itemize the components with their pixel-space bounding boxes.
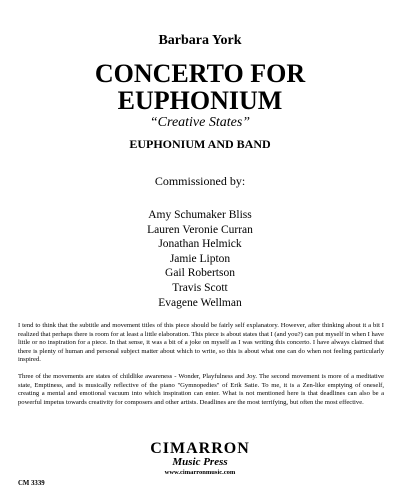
commissioned-heading: Commissioned by: <box>154 174 246 188</box>
list-item: Lauren Veronie Curran <box>147 223 253 236</box>
list-item: Travis Scott <box>172 281 228 294</box>
list-item: Jonathan Helmick <box>158 238 242 251</box>
program-note-paragraph: Three of the movements are states of childlike awareness - Wonder, Playfulness and Joy. The second movement is more of a meditative state, Emptiness, and is musically reflective of the piano "Gymnopedies" of Erik Satie. To me, it is a Zen-like emptying of oneself, creating a mental and emotional vacuum into which inspiration can enter. What is not mentioned here is that deadlines can also be a powerful impetus towards creativity for composers and other artists. Deadlines are the most terrifying, but often the most effective. <box>18 372 384 406</box>
page-title <box>0 60 400 114</box>
list-item: Evagene Wellman <box>158 296 242 309</box>
publisher-subtitle: Music Press <box>172 456 228 468</box>
program-notes <box>18 322 384 407</box>
subtitle: “Creative States” <box>149 115 251 130</box>
instrumentation: EUPHONIUM AND BAND <box>129 137 271 151</box>
catalog-number: CM 3339 <box>18 480 45 487</box>
list-item: Gail Robertson <box>165 267 235 280</box>
title-line-1: CONCERTO FOR <box>94 59 306 88</box>
publisher-name: CIMARRON <box>150 440 250 457</box>
publisher-url: www.cimarronmusic.com <box>164 469 236 476</box>
title-line-2: EUPHONIUM <box>117 86 283 115</box>
list-item: Jamie Lipton <box>169 252 231 265</box>
list-item: Amy Schumaker Bliss <box>148 209 252 221</box>
publisher-logo <box>0 440 400 477</box>
composer-name: Barbara York <box>158 33 242 48</box>
commissioners-list <box>0 208 400 310</box>
program-note-paragraph: I tend to think that the subtitle and movement titles of this piece should be fairly self explanatory. However, after thinking about it a bit I realized that perhaps there is room for at least a little elaboration. This piece is about states that I (and you?) can put myself in when I have little or no inspiration for a piece. In that sense, it was a bit of a joke on myself as I was writing this concerto. I have always claimed that there is plenty of human and personal subject matter about which to write, so this is about what one can do when not feeling particularly inspired. <box>18 322 384 364</box>
